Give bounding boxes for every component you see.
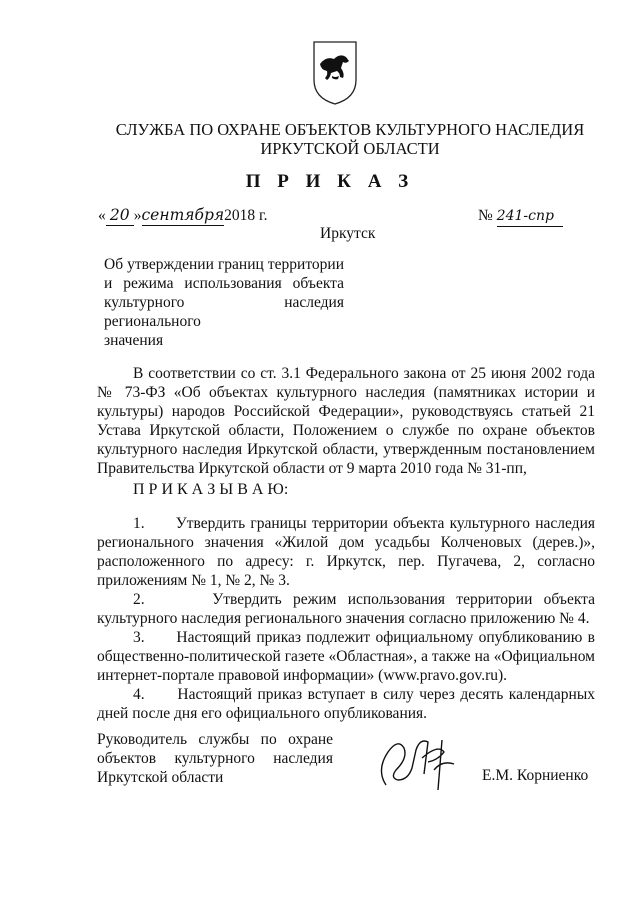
item-line: 2. Утвердить режим использования территории объекта: [133, 591, 595, 608]
preamble-line: Правительства Иркутской области от 9 марта 2010 года № 31-пп,: [97, 460, 527, 477]
preamble: [97, 364, 595, 478]
signatory-position: [97, 730, 333, 787]
subject-block: [104, 255, 344, 350]
organization-line-2: ИРКУТСКОЙ ОБЛАСТИ: [260, 139, 440, 158]
item-line: приложениям № 1, № 2, № 3.: [97, 572, 290, 589]
preamble-line: № 73-ФЗ «Об объектах культурного наследия (памятниках истории и: [97, 384, 595, 401]
subject-line: Об утверждении границ территории: [104, 256, 344, 273]
date-day: 20: [106, 206, 134, 226]
order-word: П Р И К А З Ы В А Ю:: [133, 481, 289, 498]
signatory-name: Е.М. Корниенко: [482, 767, 589, 784]
item-line: 3. Настоящий приказ подлежит официальному опубликованию в: [133, 629, 595, 646]
number-value: 241-спр: [497, 207, 563, 227]
organization-line-1: СЛУЖБА ПО ОХРАНЕ ОБЪЕКТОВ КУЛЬТУРНОГО НАСЛЕДИЯ: [115, 120, 585, 139]
position-line: Руководитель службы по охране: [97, 731, 333, 748]
subject-line: значения: [104, 332, 164, 349]
coat-of-arms-icon: [306, 40, 364, 106]
handwritten-signature: [368, 730, 478, 800]
subject-line: культурного наследия регионального: [104, 294, 344, 330]
date-year: 2018 г.: [224, 207, 268, 224]
item-line: культурного наследия регионального значения согласно приложению № 4.: [97, 610, 590, 627]
preamble-line: культуры) народов Российской Федерации», руководствуясь статьей 21: [97, 403, 595, 420]
item-line: регионального значения «Жилой дом усадьбы Колченовых (дерев.)»,: [97, 534, 595, 551]
city: Иркутск: [320, 225, 376, 242]
order-items: [97, 514, 595, 723]
document-title: П Р И К А З: [245, 171, 415, 192]
subject-line: и режима использования объекта: [104, 275, 344, 292]
item-line: дней после дня его официального опубликования.: [97, 705, 428, 722]
item-line: расположенного по адресу: г. Иркутск, пер. Пугачева, 2, согласно: [97, 553, 595, 570]
item-line: общественно-политической газете «Областная», а также на «Официальном: [97, 648, 595, 665]
position-line: Иркутской области: [97, 769, 224, 786]
date-month: сентября: [141, 206, 225, 224]
document-date: « 20 »сентября2018 г.: [98, 206, 268, 224]
item-line: интернет-портале правовой информации» (www.pravo.gov.ru).: [97, 667, 508, 684]
item-line: 4. Настоящий приказ вступает в силу через десять календарных: [133, 686, 595, 703]
preamble-line: Устава Иркутской области, Положением о службе по охране объектов: [97, 422, 595, 439]
preamble-line: культурного наследия Иркутской области, утвержденным постановлением: [97, 441, 595, 458]
preamble-line: В соответствии со ст. 3.1 Федерального закона от 25 июня 2002 года: [133, 365, 595, 382]
item-line: 1. Утвердить границы территории объекта культурного наследия: [133, 515, 595, 532]
position-line: объектов культурного наследия: [97, 750, 333, 767]
document-number: № 241-спр: [478, 206, 563, 227]
